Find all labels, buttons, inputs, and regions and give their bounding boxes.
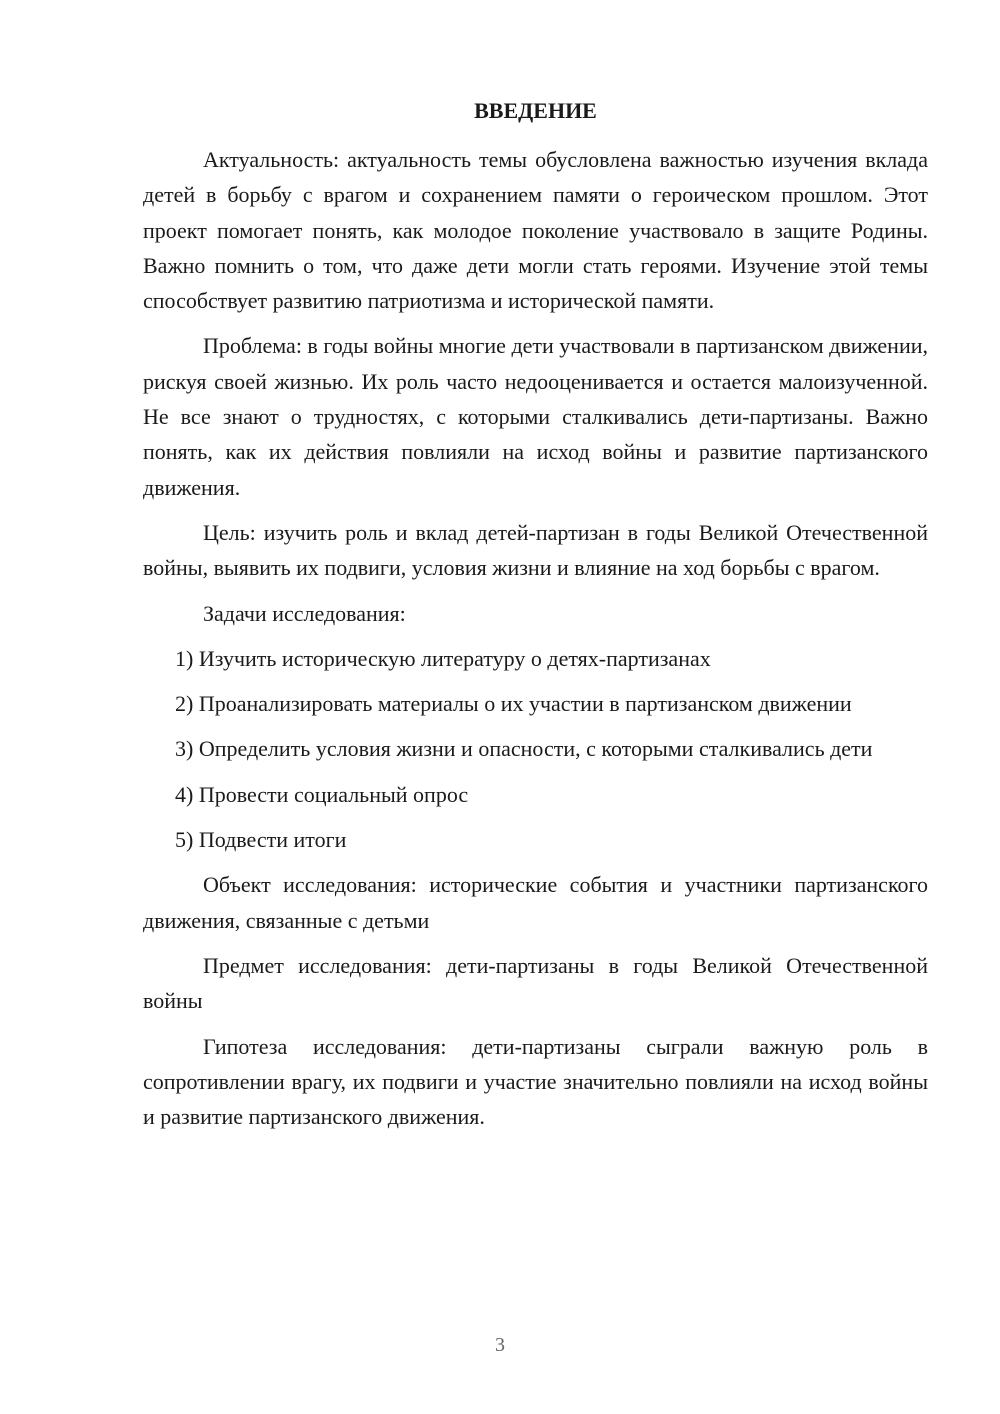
task-item-5: 5) Подвести итоги xyxy=(175,827,347,853)
subject-paragraph: Предмет исследования: дети-партизаны в годы Великой Отечественной войны xyxy=(143,952,928,1014)
relevance-paragraph: Актуальность: актуальность темы обусловлена важностью изучения вклада детей в борьбу с врагом и сохранением памяти о героическом прошлом. Этот проект помогает понять, как молодое поколение участвовало в защите Родины. Важно помнить о том, что даже дети могли стать героями. Изучение этой темы способствует развитию патриотизма и исторической памяти. xyxy=(143,147,928,314)
task-item-4: 4) Провести социальный опрос xyxy=(175,781,469,807)
page-number: 3 xyxy=(495,1334,505,1356)
problem-paragraph: Проблема: в годы войны многие дети участвовали в партизанском движении, рискуя своей жизнью. Их роль часто недооценивается и остается малоизученной. Не все знают о трудностях, с которыми сталкивались дети-партизаны. Важно понять, как их действия повлияли на исход войны и развитие партизанского движения. xyxy=(143,333,928,500)
document-body xyxy=(143,142,928,1144)
object-paragraph: Объект исследования: исторические события и участники партизанского движения, связанные с детьми xyxy=(143,872,928,933)
goal-paragraph: Цель: изучить роль и вклад детей-партизан в годы Великой Отечественной войны, выявить их подвиги, условия жизни и влияние на ход борьбы с врагом. xyxy=(143,519,928,581)
task-item-3: 3) Определить условия жизни и опасности, с которыми сталкивались дети xyxy=(175,736,873,762)
tasks-heading: Задачи исследования: xyxy=(203,600,406,626)
hypothesis-paragraph: Гипотеза исследования: дети-партизаны сыграли важную роль в сопротивлении врагу, их подвиги и участие значительно повлияли на исход войны и развитие партизанского движения. xyxy=(143,1033,928,1130)
section-heading: ВВЕДЕНИЕ xyxy=(474,98,597,123)
task-item-2: 2) Проанализировать материалы о их участии в партизанском движении xyxy=(175,691,852,717)
task-item-1: 1) Изучить историческую литературу о детях-партизанах xyxy=(175,645,711,671)
